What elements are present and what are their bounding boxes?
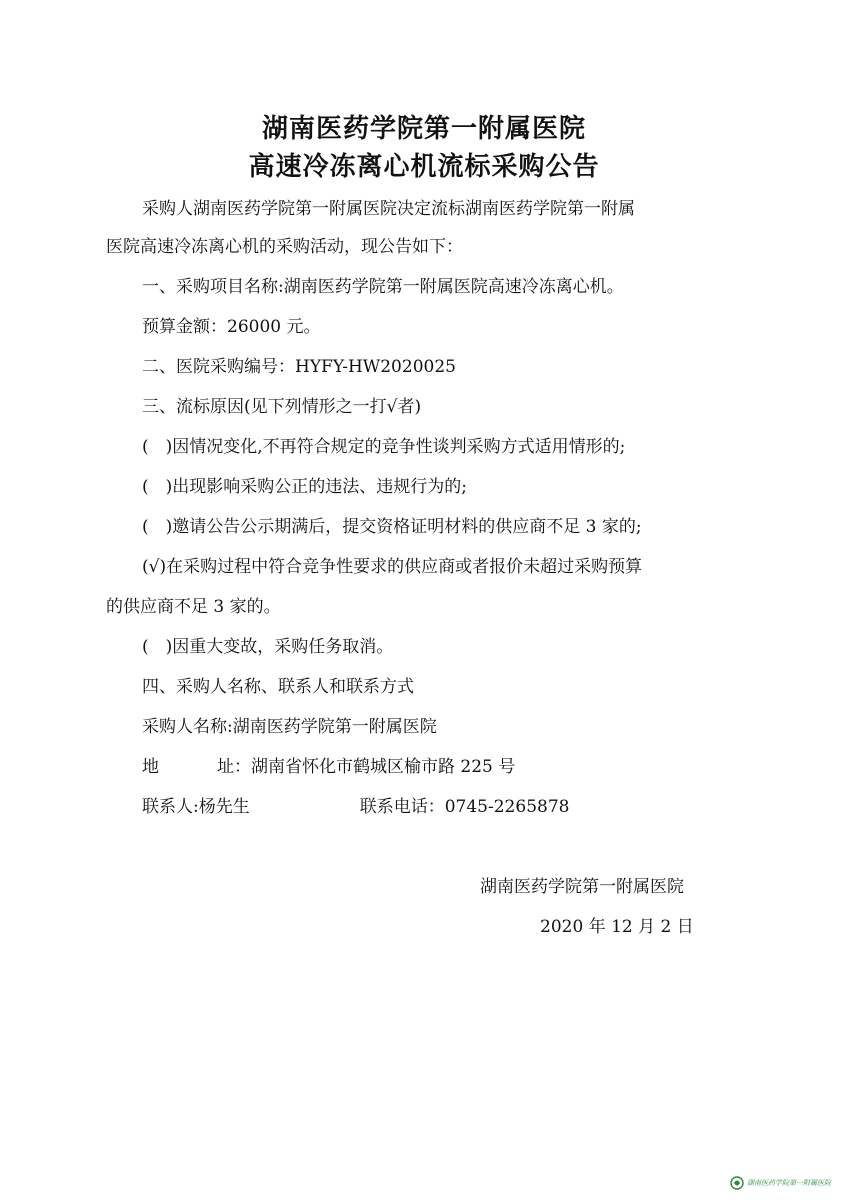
contact-heading: 四、采购人名称、联系人和联系方式 xyxy=(142,677,414,697)
address-label-a: 地 xyxy=(142,757,159,777)
address-row xyxy=(142,756,782,778)
procurement-number: 二、医院采购编号：HYFY-HW2020025 xyxy=(142,357,456,377)
reason-4-line-2: 的供应商不足 3 家的。 xyxy=(106,597,281,617)
contact-person: 联系人:杨先生 xyxy=(142,797,250,817)
reason-2: ( )出现影响采购公正的违法、违规行为的; xyxy=(142,477,467,497)
hospital-logo-icon xyxy=(730,1176,744,1190)
reason-1: ( )因情况变化,不再符合规定的竞争性谈判采购方式适用情形的; xyxy=(142,437,626,457)
contact-row xyxy=(142,796,782,818)
signature-date: 2020 年 12 月 2 日 xyxy=(540,917,694,937)
title-line-1: 湖南医药学院第一附属医院 xyxy=(261,114,586,144)
reason-heading: 三、流标原因(见下列情形之一打√者) xyxy=(142,397,422,417)
reason-4-line-1: (√)在采购过程中符合竞争性要求的供应商或者报价未超过采购预算 xyxy=(142,557,643,577)
intro-line-1: 采购人湖南医药学院第一附属医院决定流标湖南医药学院第一附属 xyxy=(142,199,635,219)
title-line-2: 高速冷冻离心机流标采购公告 xyxy=(248,152,600,182)
signature-org: 湖南医药学院第一附属医院 xyxy=(480,877,684,897)
hospital-watermark xyxy=(730,1176,834,1190)
contact-phone: 联系电话：0745-2265878 xyxy=(359,797,570,817)
reason-5: ( )因重大变故，采购任务取消。 xyxy=(142,637,394,657)
intro-line-2: 医院高速冷冻离心机的采购活动，现公告如下： xyxy=(106,237,463,257)
purchaser-name: 采购人名称:湖南医药学院第一附属医院 xyxy=(142,717,437,737)
address-label-b: 址： xyxy=(217,757,251,777)
budget: 预算金额：26000 元。 xyxy=(142,317,321,337)
reason-3: ( )邀请公告公示期满后，提交资格证明材料的供应商不足 3 家的; xyxy=(142,517,642,537)
watermark-text: 湖南医药学院第一附属医院 xyxy=(747,1179,831,1187)
address-value: 湖南省怀化市鹤城区榆市路 225 号 xyxy=(251,757,516,777)
project-name: 一、采购项目名称:湖南医药学院第一附属医院高速冷冻离心机。 xyxy=(142,277,624,297)
